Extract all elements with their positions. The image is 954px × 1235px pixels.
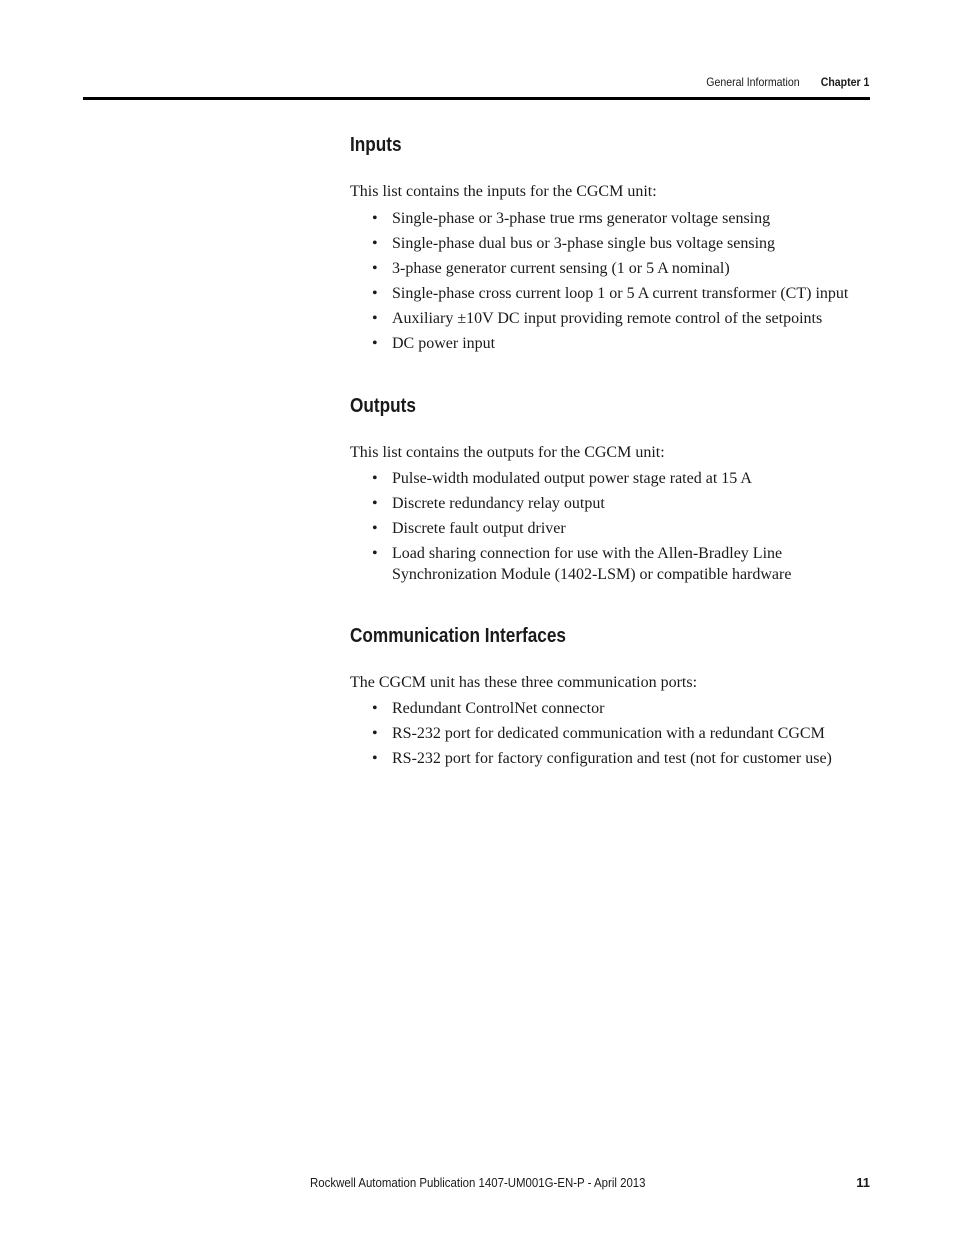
bullet-icon: • [372,700,378,717]
list-item: • Pulse-width modulated output power stage rated at 15 A [372,470,752,487]
list-item: • RS-232 port for factory configuration and test (not for customer use) [372,750,832,767]
bullet-icon: • [372,210,378,227]
bullet-icon: • [372,335,378,352]
bullet-icon: • [372,725,378,742]
header-rule [83,97,870,100]
bullet-icon: • [372,750,378,767]
page-number: 11 [856,1175,870,1190]
inputs-heading: Inputs [350,134,402,156]
bullet-icon: • [372,285,378,302]
bullet-icon: • [372,470,378,487]
bullet-icon: • [372,310,378,327]
outputs-heading: Outputs [350,395,416,417]
publication-info: Rockwell Automation Publication 1407-UM001G-EN-P - April 2013 [310,1175,646,1190]
header-section-label: General Information [705,75,800,89]
outputs-list [350,468,872,589]
outputs-intro: This list contains the outputs for the CGCM unit: [350,444,665,461]
list-item: • Load sharing connection for use with the Allen-Bradley Line Synchronization Module (1402-LSM) or compatible hardware [372,545,792,583]
list-item: • Discrete fault output driver [372,520,566,537]
bullet-icon: • [372,260,378,277]
bullet-icon: • [372,520,378,537]
list-item: • Single-phase cross current loop 1 or 5 A current transformer (CT) input [372,285,849,302]
bullet-icon: • [372,545,378,562]
communication-list [350,698,872,773]
running-header [706,75,869,89]
communication-heading: Communication Interfaces [350,625,567,647]
inputs-list [350,208,872,358]
list-item: • Redundant ControlNet connector [372,700,605,717]
bullet-icon: • [372,495,378,512]
inputs-intro: This list contains the inputs for the CGCM unit: [350,183,657,200]
list-item: • DC power input [372,335,496,352]
list-item: • Discrete redundancy relay output [372,495,605,512]
list-item: • Auxiliary ±10V DC input providing remote control of the setpoints [372,310,823,327]
bullet-icon: • [372,235,378,252]
list-item: • Single-phase or 3-phase true rms generator voltage sensing [372,210,771,227]
header-chapter-label: Chapter 1 [820,75,869,89]
list-item: • RS-232 port for dedicated communication with a redundant CGCM [372,725,825,742]
list-item: • Single-phase dual bus or 3-phase single bus voltage sensing [372,235,776,252]
list-item: • 3-phase generator current sensing (1 or 5 A nominal) [372,260,730,277]
communication-intro: The CGCM unit has these three communication ports: [350,674,698,691]
